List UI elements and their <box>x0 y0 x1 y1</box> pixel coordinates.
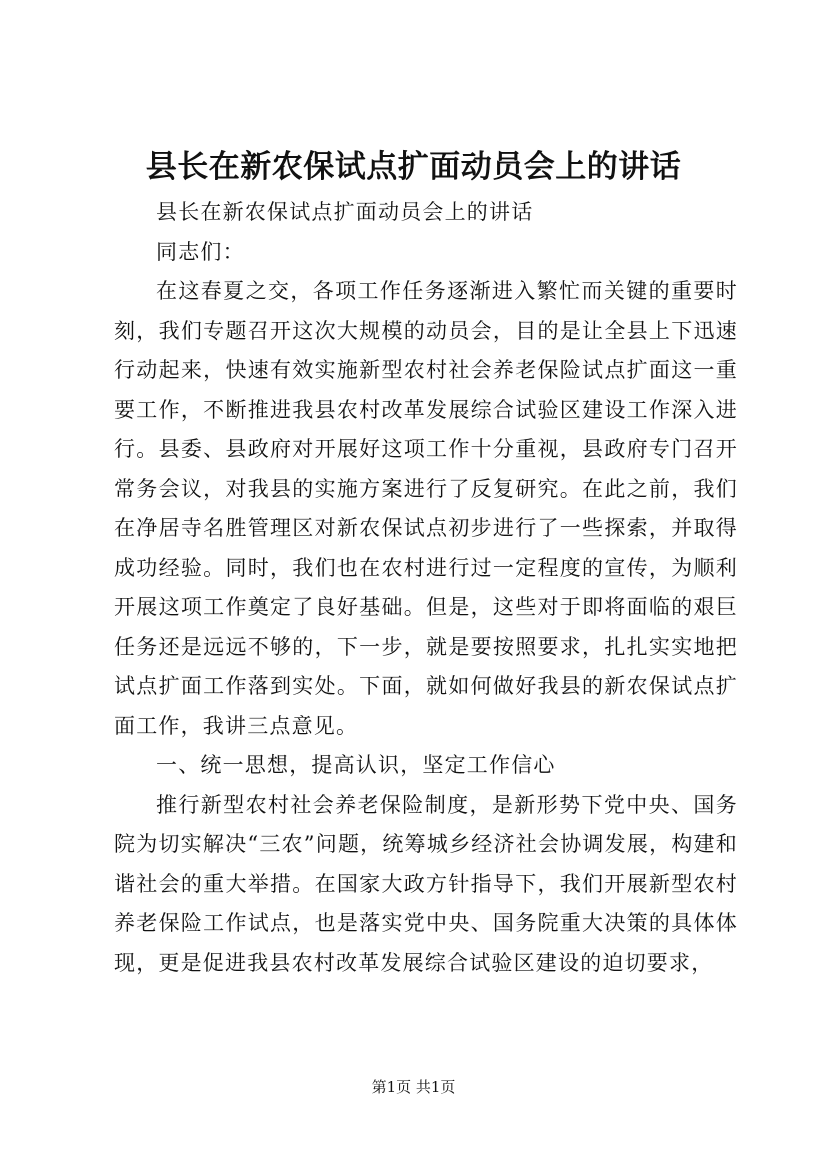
body-paragraph: 在这春夏之交，各项工作任务逐渐进入繁忙而关键的重要时刻，我们专题召开这次大规模的动员会，目的是让全县上下迅速行动起来，快速有效实施新型农村社会养老保险试点扩面这一重要工作，不断推进我县农村改革发展综合试验区建设工作深入进行。县委、县政府对开展好这项工作十分重视，县政府专门召开常务会议，对我县的实施方案进行了反复研究。在此之前，我们在净居寺名胜管理区对新农保试点初步进行了一些探索，并取得成功经验。同时，我们也在农村进行过一定程度的宣传，为顺利开展这项工作奠定了良好基础。但是，这些对于即将面临的艰巨任务还是远远不够的，下一步，就是要按照要求，扎扎实实地把试点扩面工作落到实处。下面，就如何做好我县的新农保试点扩面工作，我讲三点意见。 <box>114 279 738 738</box>
page-number-footer: 第1页 共1页 <box>371 1078 456 1096</box>
section-heading: 一、统一思想，提高认识，坚定工作信心 <box>156 753 556 777</box>
document-title: 县长在新农保试点扩面动员会上的讲话 <box>145 149 682 185</box>
subtitle-paragraph: 县长在新农保试点扩面动员会上的讲话 <box>156 200 534 224</box>
body-paragraph: 推行新型农村社会养老保险制度，是新形势下党中央、国务院为切实解决“三农”问题，统筹城乡经济社会协调发展，构建和谐社会的重大举措。在国家大政方针指导下，我们开展新型农村养老保险工作试点，也是落实党中央、国务院重大决策的具体体现，更是促进我县农村改革发展综合试验区建设的迫切要求， <box>114 792 738 975</box>
document-body <box>114 193 738 983</box>
salutation-paragraph: 同志们： <box>156 239 245 264</box>
